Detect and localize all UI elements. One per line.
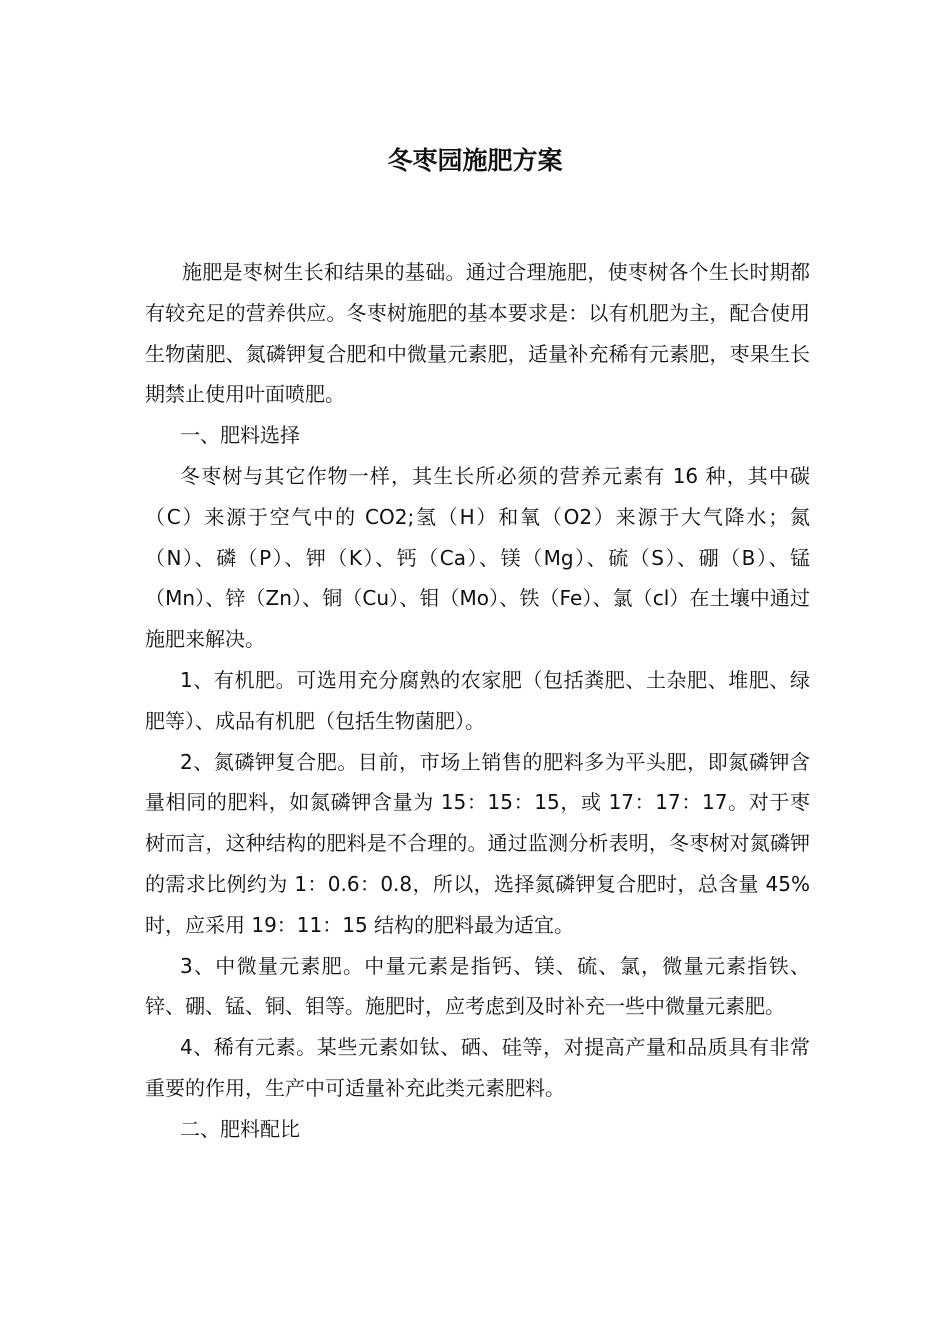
paragraph-nutrient-elements: 冬枣树与其它作物一样，其生长所必须的营养元素有 16 种，其中碳（C）来源于空气中的 CO2;氢（H）和氧（O2）来源于大气降水；氮（N）、磷（P）、钾（K）、钙（Ca）、镁（Mg）、硫（S）、硼（B）、锰（Mn）、锌（Zn）、铜（Cu）、钼（Mo）、铁（Fe）、氯（cl）在土壤中通过施肥来解决。: [145, 463, 810, 652]
section-heading-fertilizer-ratio: 二、肥料配比: [180, 1116, 300, 1141]
document-title: 冬枣园施肥方案: [387, 146, 563, 175]
section-heading-fertilizer-selection: 一、肥料选择: [180, 423, 300, 448]
paragraph-intro: 施肥是枣树生长和结果的基础。通过合理施肥，使枣树各个生长时期都有较充足的营养供应。冬枣树施肥的基本要求是：以有机肥为主，配合使用生物菌肥、氮磷钾复合肥和中微量元素肥，适量补充稀有元素肥，枣果生长期禁止使用叶面喷肥。: [145, 260, 810, 407]
paragraph-rare-elements: 4、稀有元素。某些元素如钛、硒、硅等，对提高产量和品质具有非常重要的作用，生产中可适量补充此类元素肥料。: [145, 1035, 810, 1100]
paragraph-micronutrient-fertilizer: 3、中微量元素肥。中量元素是指钙、镁、硫、氯，微量元素指铁、锌、硼、锰、铜、钼等。施肥时，应考虑到及时补充一些中微量元素肥。: [145, 953, 810, 1019]
paragraph-npk-compound-fertilizer: 2、氮磷钾复合肥。目前，市场上销售的肥料多为平头肥，即氮磷钾含量相同的肥料，如氮磷钾含量为 15：15：15，或 17：17：17。对于枣树而言，这种结构的肥料是不合理的。通过监测分析表明，冬枣树对氮磷钾的需求比例约为 1：0.6：0.8，所以，选择氮磷钾复合肥时，总含量 45%时，应采用 19：11：15 结构的肥料最为适宜。: [145, 749, 810, 937]
paragraph-organic-fertilizer: 1、有机肥。可选用充分腐熟的农家肥（包括粪肥、土杂肥、堆肥、绿肥等）、成品有机肥（包括生物菌肥）。: [145, 667, 810, 733]
document-body: [145, 252, 810, 1150]
